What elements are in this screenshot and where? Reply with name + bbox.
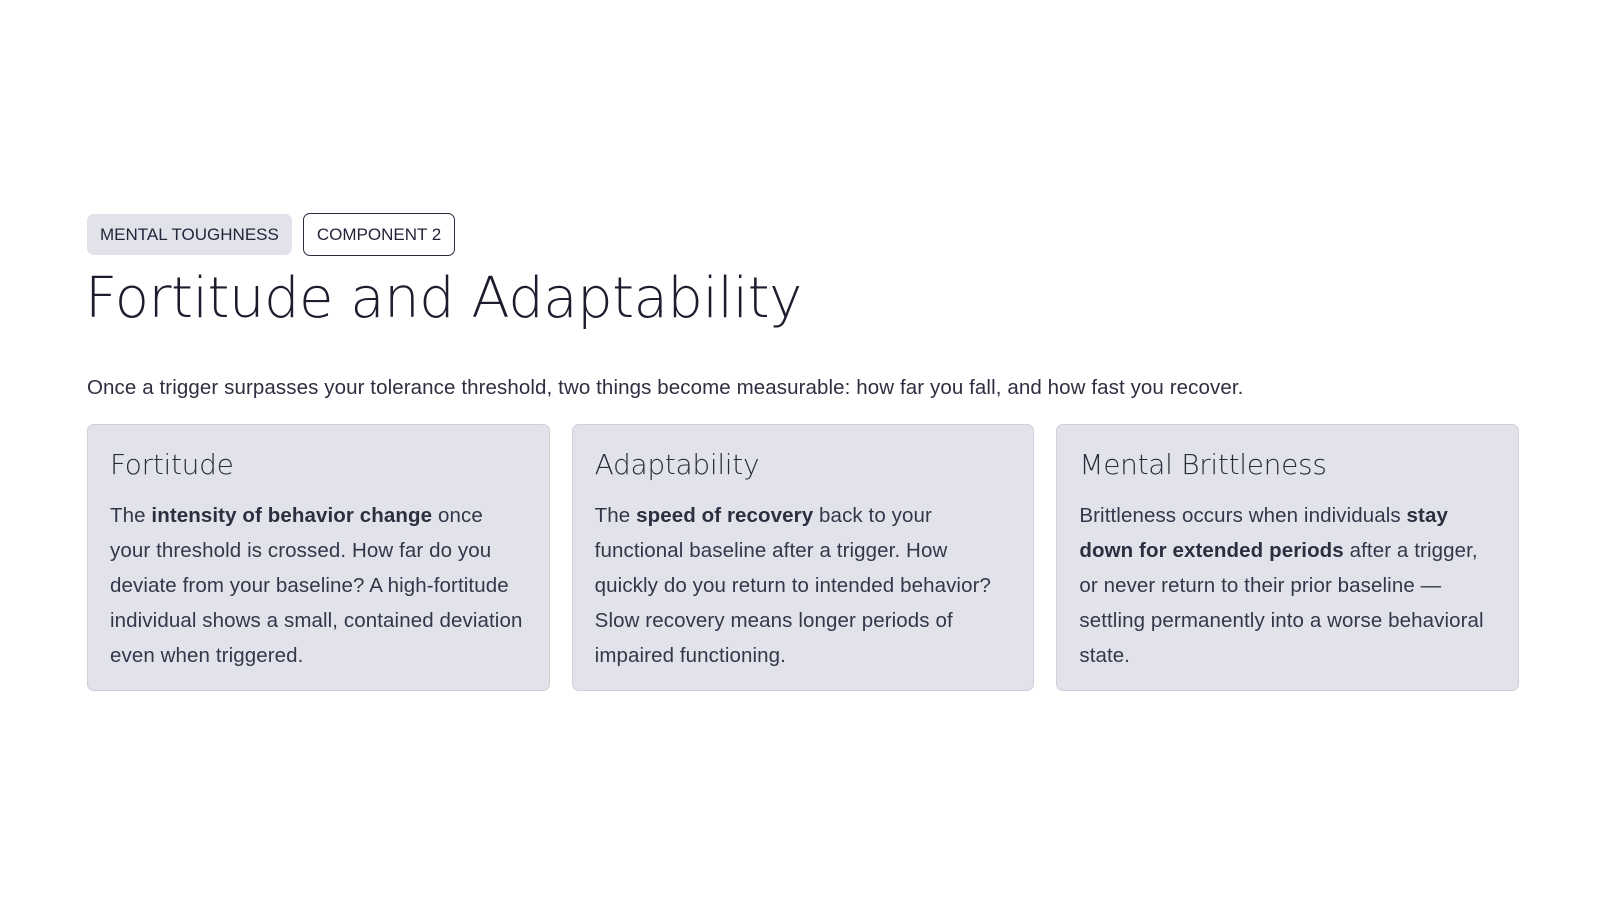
card-body-emphasis: stay down for extended periods: [1079, 504, 1448, 562]
slide-content: [87, 213, 1519, 691]
card-body: [1079, 498, 1496, 673]
card-body-text: after a trigger, or never return to their prior baseline — settling permanently into a worse behavioral state.: [1079, 539, 1484, 667]
card-body-text: once your threshold is crossed. How far do you deviate from your baseline? A high-fortitude individual shows a small, contained deviation even when triggered.: [110, 504, 523, 667]
card-fortitude: [87, 424, 550, 691]
card-row: [87, 424, 1519, 691]
component-tag: COMPONENT 2: [303, 213, 455, 256]
card-title: Fortitude: [110, 448, 234, 481]
card-body-text: The: [594, 504, 637, 527]
card-body-text: back to your functional baseline after a trigger. How quickly do you return to intended behavior? Slow recovery means longer periods of impaired functioning.: [594, 504, 992, 667]
topic-tag: MENTAL TOUGHNESS: [87, 214, 292, 255]
card-body-emphasis: speed of recovery: [636, 504, 814, 527]
card-title: Mental Brittleness: [1079, 448, 1327, 481]
card-body: [110, 498, 527, 673]
card-adaptability: [572, 424, 1035, 691]
card-body-emphasis: intensity of behavior change: [151, 504, 433, 527]
card-mental-brittleness: [1056, 424, 1519, 691]
card-body-text: Brittleness occurs when individuals: [1079, 504, 1407, 527]
page-title: Fortitude and Adaptability: [85, 266, 802, 331]
tag-row: [87, 213, 1519, 256]
card-body: [595, 498, 1012, 673]
card-title: Adaptability: [594, 448, 760, 481]
intro-text: Once a trigger surpasses your tolerance threshold, two things become measurable: how far you fall, and how fast you recover.: [87, 376, 1244, 399]
card-body-text: The: [110, 504, 152, 527]
